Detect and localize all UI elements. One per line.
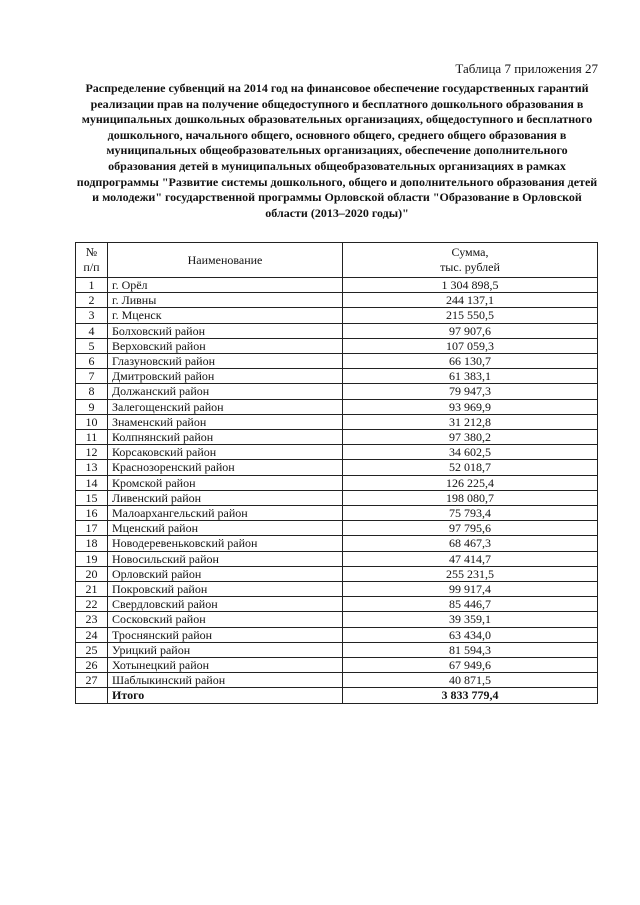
row-name: Колпнянский район [108,430,343,445]
row-sum: 97 907,6 [343,323,598,338]
row-name: Хотынецкий район [108,658,343,673]
row-name: г. Мценск [108,308,343,323]
row-number: 4 [76,323,108,338]
table-row [76,551,598,566]
row-sum: 215 550,5 [343,308,598,323]
row-number: 13 [76,460,108,475]
table-total-row [76,688,598,703]
row-name: Глазуновский район [108,354,343,369]
row-number: 19 [76,551,108,566]
row-sum: 107 059,3 [343,338,598,353]
row-name: Ливенский район [108,490,343,505]
table-row [76,521,598,536]
header-number-line2: п/п [83,260,100,274]
table-row [76,399,598,414]
subvention-table-container [75,242,597,704]
table-row [76,582,598,597]
table-row [76,323,598,338]
table-row [76,627,598,642]
row-name: Урицкий район [108,642,343,657]
row-sum: 31 212,8 [343,414,598,429]
row-number: 27 [76,673,108,688]
table-row [76,536,598,551]
row-sum: 40 871,5 [343,673,598,688]
row-number: 2 [76,293,108,308]
table-row [76,430,598,445]
table-body [76,278,598,704]
table-row [76,475,598,490]
row-number: 22 [76,597,108,612]
row-sum: 244 137,1 [343,293,598,308]
row-name: Дмитровский район [108,369,343,384]
row-number: 1 [76,278,108,293]
row-name: Кромской район [108,475,343,490]
total-label: Итого [108,688,343,703]
row-name: Мценский район [108,521,343,536]
row-sum: 255 231,5 [343,566,598,581]
row-number: 15 [76,490,108,505]
row-sum: 66 130,7 [343,354,598,369]
row-number: 20 [76,566,108,581]
table-row [76,414,598,429]
row-name: г. Ливны [108,293,343,308]
row-sum: 79 947,3 [343,384,598,399]
row-name: Новосильский район [108,551,343,566]
table-row [76,308,598,323]
row-number: 7 [76,369,108,384]
row-sum: 39 359,1 [343,612,598,627]
table-row [76,369,598,384]
row-name: г. Орёл [108,278,343,293]
row-sum: 1 304 898,5 [343,278,598,293]
row-number: 8 [76,384,108,399]
row-number: 16 [76,506,108,521]
row-number: 11 [76,430,108,445]
total-sum: 3 833 779,4 [343,688,598,703]
row-name: Болховский район [108,323,343,338]
row-name: Залегощенский район [108,399,343,414]
row-name: Малоархангельский район [108,506,343,521]
total-number [76,688,108,703]
row-name: Корсаковский район [108,445,343,460]
header-name: Наименование [108,243,343,278]
row-number: 12 [76,445,108,460]
row-sum: 34 602,5 [343,445,598,460]
row-sum: 99 917,4 [343,582,598,597]
row-name: Знаменский район [108,414,343,429]
row-sum: 126 225,4 [343,475,598,490]
row-sum: 85 446,7 [343,597,598,612]
table-row [76,642,598,657]
table-row [76,384,598,399]
table-row [76,293,598,308]
document-title: Распределение субвенций на 2014 год на финансовое обеспечение государственных гарантий реализации прав на получение общедоступного и бесплатного дошкольного образования в муниципальных дошкольных образовательных организациях, общедоступного и бесплатного дошкольного, начального общего, основного общего, среднего общего образования в муниципальных общеобразовательных организациях, обеспечение дополнительного образования детей в муниципальных общеобразовательных организациях в рамках подпрограммы "Развитие системы дошкольного, общего и дополнительного образования детей и молодежи" государственной программы Орловской области "Образование в Орловской области (2013–2020 годы)" [76,81,598,220]
row-sum: 52 018,7 [343,460,598,475]
table-row [76,278,598,293]
table-row [76,354,598,369]
row-sum: 47 414,7 [343,551,598,566]
row-sum: 97 380,2 [343,430,598,445]
table-row [76,445,598,460]
row-name: Орловский район [108,566,343,581]
row-name: Новодеревеньковский район [108,536,343,551]
table-row [76,673,598,688]
row-number: 18 [76,536,108,551]
row-name: Должанский район [108,384,343,399]
row-number: 24 [76,627,108,642]
table-row [76,658,598,673]
header-number [76,243,108,278]
table-header-row [76,243,598,278]
header-number-line1: № [85,245,98,259]
row-name: Краснозоренский район [108,460,343,475]
row-sum: 97 795,6 [343,521,598,536]
row-number: 5 [76,338,108,353]
row-sum: 67 949,6 [343,658,598,673]
row-number: 10 [76,414,108,429]
table-row [76,338,598,353]
table-row [76,506,598,521]
row-number: 25 [76,642,108,657]
row-sum: 61 383,1 [343,369,598,384]
row-name: Свердловский район [108,597,343,612]
table-reference-note: Таблица 7 приложения 27 [455,61,598,76]
row-number: 21 [76,582,108,597]
row-number: 6 [76,354,108,369]
row-number: 14 [76,475,108,490]
row-sum: 68 467,3 [343,536,598,551]
table-row [76,460,598,475]
row-sum: 81 594,3 [343,642,598,657]
table-row [76,597,598,612]
row-sum: 75 793,4 [343,506,598,521]
header-sum-line1: Сумма, [451,245,489,259]
row-number: 9 [76,399,108,414]
row-number: 3 [76,308,108,323]
subvention-table [75,242,598,704]
header-sum-line2: тыс. рублей [440,260,500,274]
row-name: Шаблыкинский район [108,673,343,688]
header-sum [343,243,598,278]
row-number: 17 [76,521,108,536]
table-row [76,490,598,505]
table-row [76,612,598,627]
row-sum: 93 969,9 [343,399,598,414]
row-name: Троснянский район [108,627,343,642]
row-name: Верховский район [108,338,343,353]
row-name: Покровский район [108,582,343,597]
row-number: 26 [76,658,108,673]
table-row [76,566,598,581]
row-number: 23 [76,612,108,627]
row-name: Сосковский район [108,612,343,627]
row-sum: 198 080,7 [343,490,598,505]
row-sum: 63 434,0 [343,627,598,642]
